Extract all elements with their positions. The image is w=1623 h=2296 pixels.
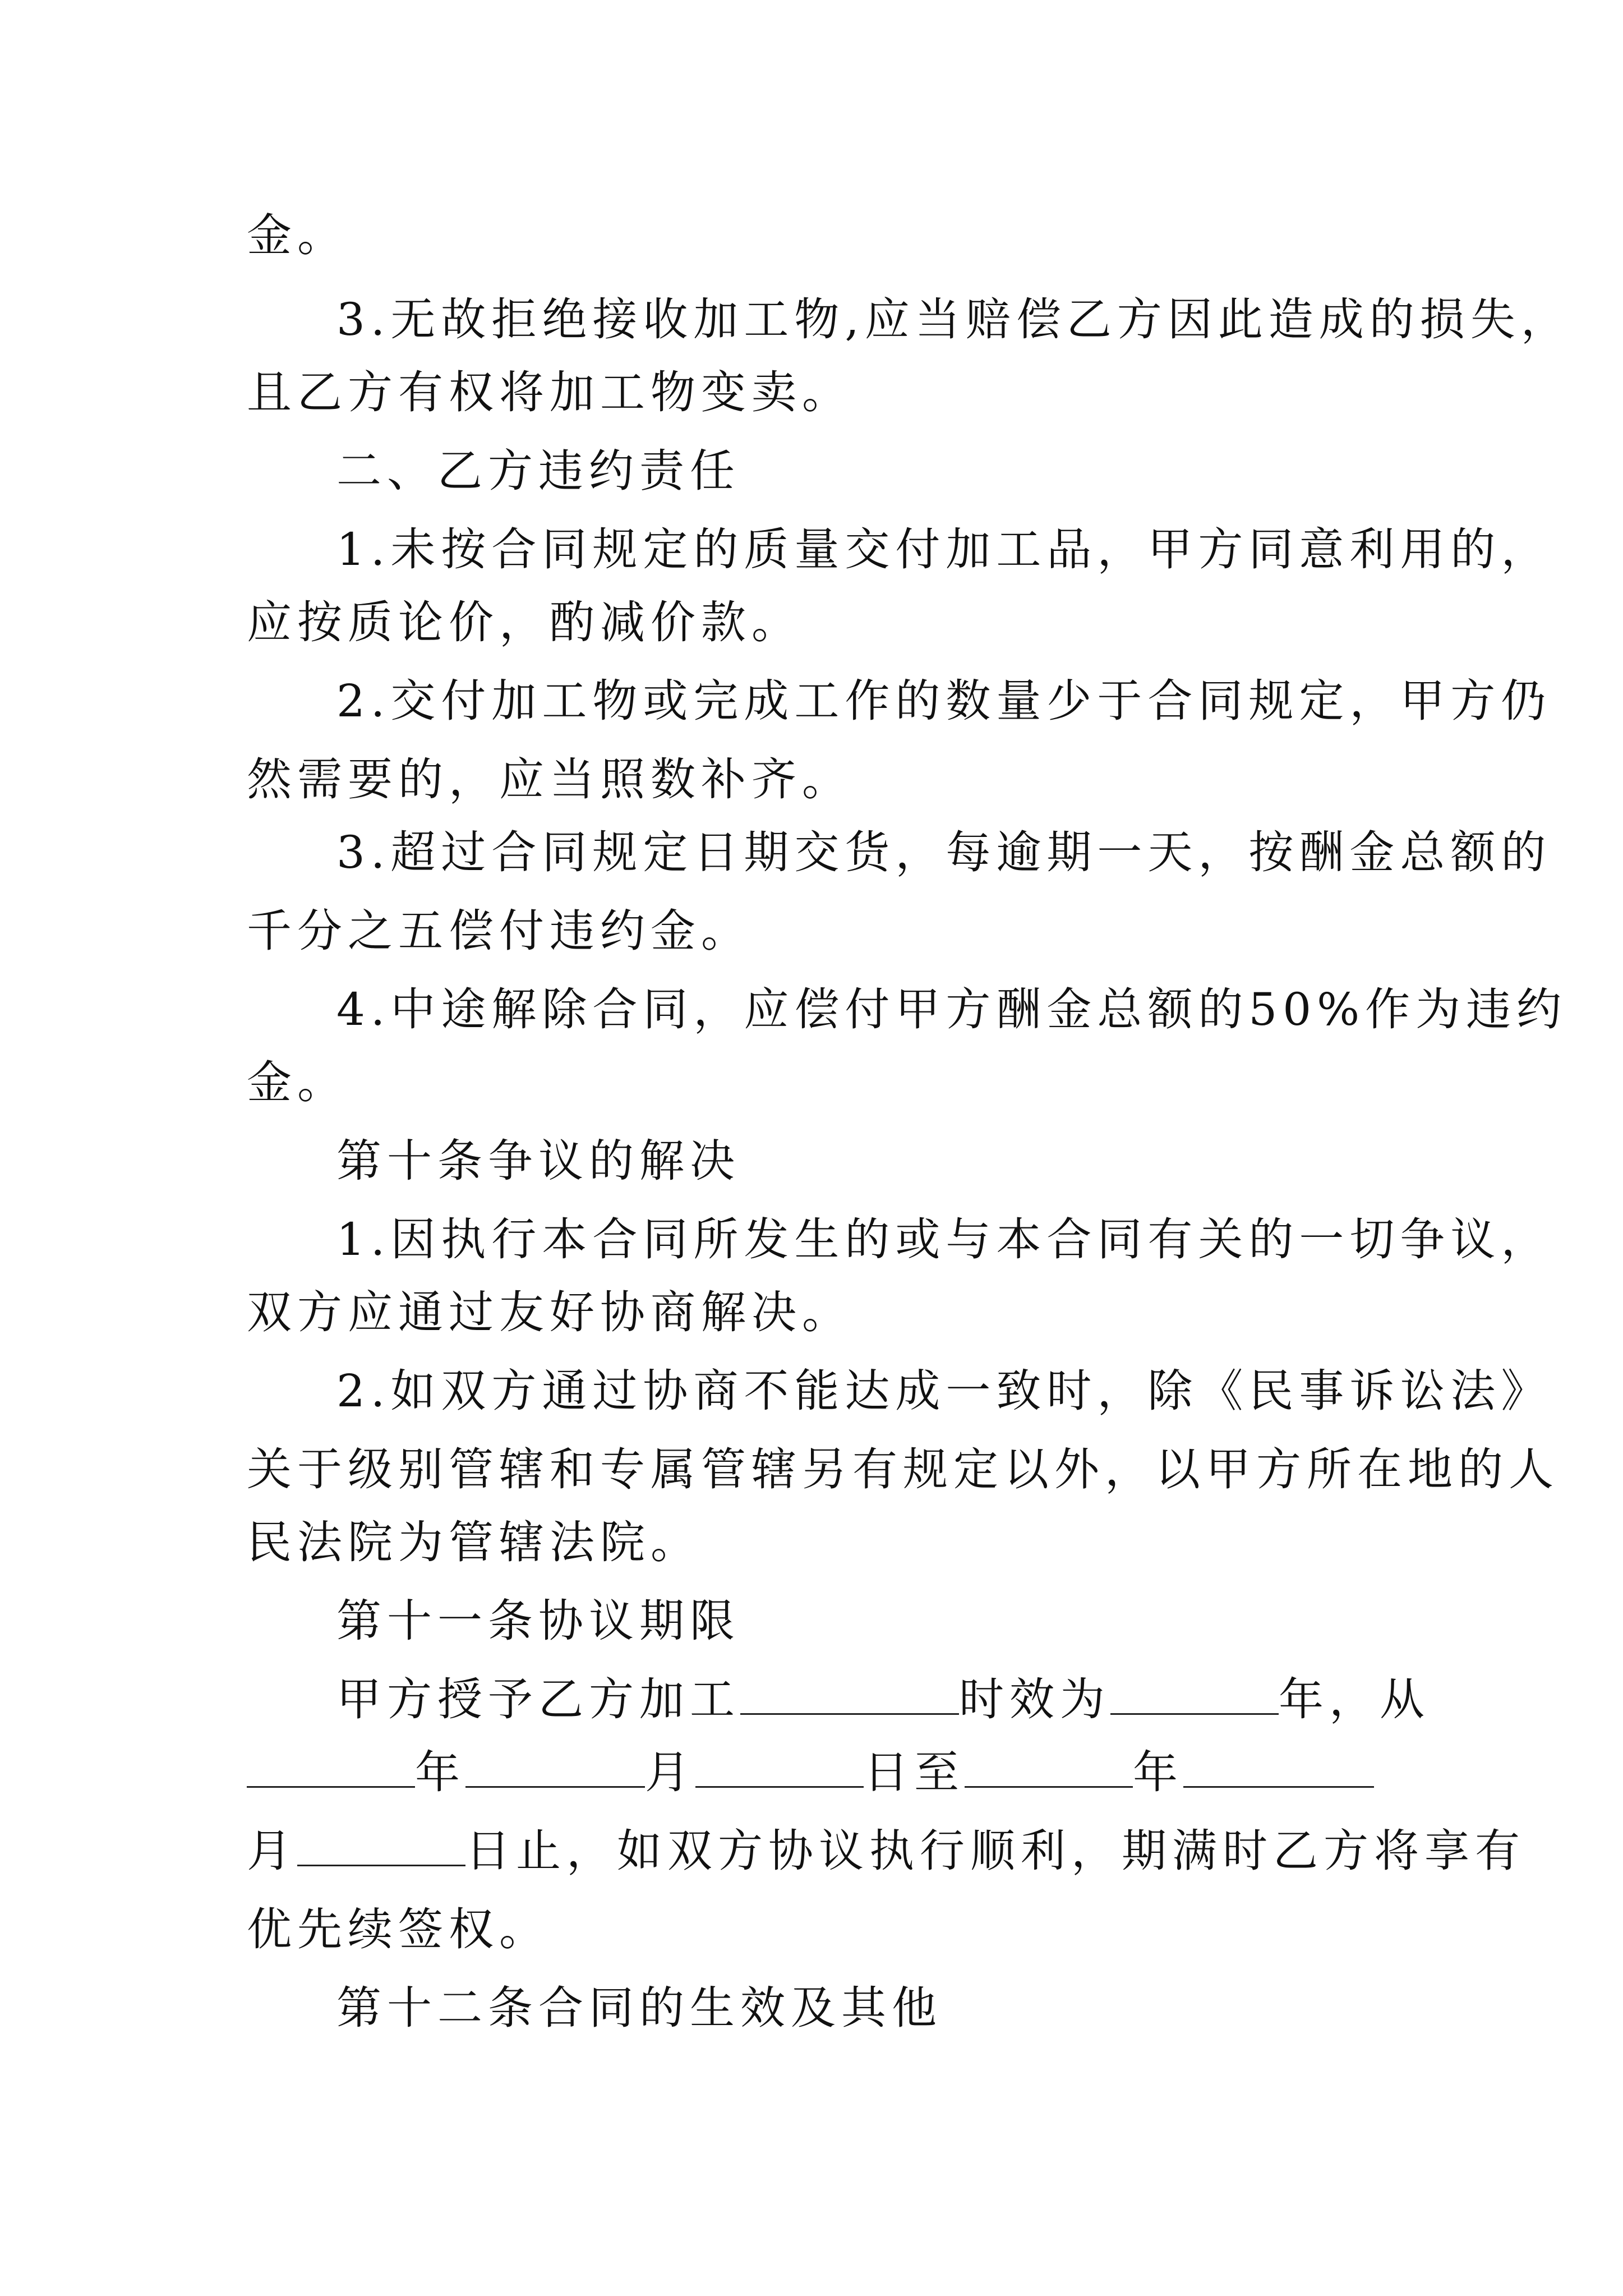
fill-in-blank [297, 1825, 465, 1866]
fill-in-blank [465, 1747, 645, 1788]
section-heading: 第十二条合同的生效及其他 [336, 1982, 942, 2034]
text-line: 3.超过合同规定日期交货，每逾期一天，按酬金总额的 [336, 826, 1552, 878]
fill-in-blank [740, 1674, 959, 1715]
term-line [247, 1745, 1374, 1801]
text-line: 双方应通过友好协商解决。 [247, 1286, 852, 1338]
text-line: 1.未按合同规定的质量交付加工品，甲方同意利用的， [336, 523, 1552, 576]
section-heading: 第十一条协议期限 [336, 1595, 740, 1647]
term-text: 月 [645, 1746, 695, 1798]
term-text: 日止，如双方协议执行顺利，期满时乙方将享有 [465, 1825, 1525, 1877]
text-line: 金。 [247, 209, 348, 261]
text-line: 3.无故拒绝接收加工物,应当赔偿乙方因此造成的损失， [336, 293, 1571, 346]
term-text: 年 [415, 1746, 465, 1798]
text-line: 民法院为管辖法院。 [247, 1516, 701, 1568]
text-line: 1.因执行本合同所发生的或与本合同有关的一切争议， [336, 1213, 1552, 1266]
term-text: 时效为 [959, 1673, 1110, 1726]
text-line: 金。 [247, 1056, 348, 1108]
text-line: 应按质论价，酌减价款。 [247, 596, 802, 648]
fill-in-blank [965, 1747, 1133, 1788]
text-line: 4.中途解除合同，应偿付甲方酬金总额的50%作为违约 [336, 983, 1567, 1036]
text-line: 然需要的，应当照数补齐。 [247, 753, 852, 806]
section-heading: 二、乙方违约责任 [336, 445, 740, 497]
fill-in-blank [1110, 1674, 1279, 1715]
text-line: 且乙方有权将加工物变卖。 [247, 366, 852, 418]
term-line [247, 1823, 1525, 1879]
fill-in-blank [247, 1747, 415, 1788]
term-text: 年 [1133, 1746, 1183, 1798]
term-text: 月 [247, 1825, 297, 1877]
text-line: 千分之五偿付违约金。 [247, 905, 751, 957]
text-line: 优先续签权。 [247, 1903, 550, 1955]
text-line: 2.交付加工物或完成工作的数量少于合同规定，甲方仍 [336, 675, 1552, 727]
text-line: 2.如双方通过协商不能达成一致时，除《民事诉讼法》 [336, 1365, 1552, 1417]
term-text: 甲方授予乙方加工 [336, 1673, 740, 1726]
term-text: 日至 [864, 1746, 965, 1798]
term-text: 年，从 [1279, 1673, 1430, 1726]
fill-in-blank [695, 1747, 864, 1788]
term-line [336, 1672, 1430, 1728]
text-line: 关于级别管辖和专属管辖另有规定以外，以甲方所在地的人 [247, 1443, 1559, 1496]
fill-in-blank [1183, 1747, 1374, 1788]
section-heading: 第十条争议的解决 [336, 1135, 740, 1187]
